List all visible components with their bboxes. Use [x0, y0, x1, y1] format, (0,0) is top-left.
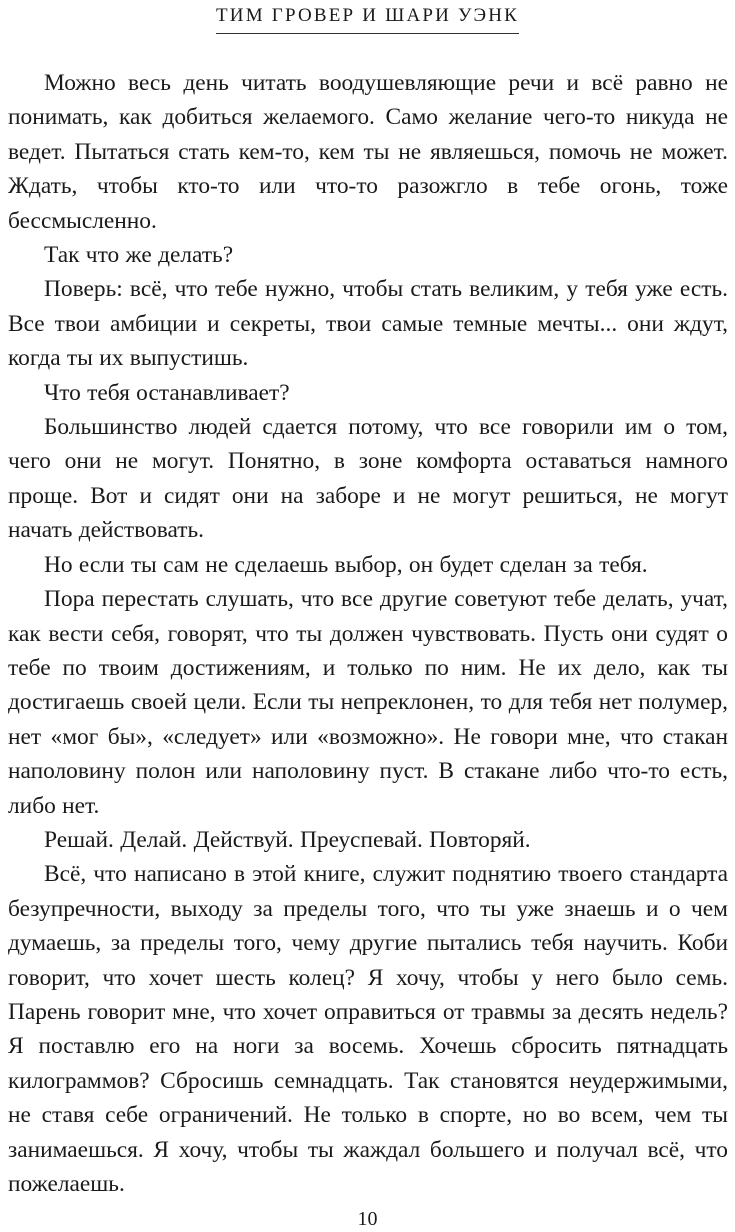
paragraph: Всё, что написано в этой книге, служит поднятию твоего стандарта безупречности, выходу за пределы того, что ты уже знаешь и о чем думаешь, за пределы того, чему другие пытались тебя научить. Коби говорит, что хочет шесть колец? Я хочу, чтобы у него было семь. Парень говорит мне, что хочет оправиться от травмы за десять недель? Я поставлю его на ноги за восемь. Хочешь сбросить пятнадцать килограммов? Сбросишь семнадцать. Так становятся неудержимыми, не ставя себе ограничений. Не только в спорте, но во всем, чем ты занимаешься. Я хочу, чтобы ты жаждал большего и получал всё, что пожелаешь.: [8, 861, 728, 1197]
running-title: ТИМ ГРОВЕР И ШАРИ УЭНК: [216, 0, 519, 34]
paragraph: Что тебя останавливает?: [44, 379, 290, 406]
paragraph: Большинство людей сдается потому, что все говорили им о том, чего они не могут. Понятно, в зоне комфорта оставаться намного проще. Вот и сидят они на заборе и не могут решиться, не могут начать действовать.: [8, 414, 728, 544]
paragraph: Решай. Делай. Действуй. Преуспевай. Повторяй.: [44, 826, 531, 853]
running-header: [0, 0, 735, 34]
page-body: [8, 66, 728, 1201]
paragraph: Можно весь день читать воодушевляющие речи и всё равно не понимать, как добиться желаемого. Само желание чего-то никуда не ведет. Пытаться стать кем-то, кем ты не являешься, помочь не может. Ждать, чтобы кто-то или что-то разожгло в тебе огонь, тоже бессмысленно.: [8, 70, 728, 234]
page-number: 10: [357, 1208, 378, 1230]
paragraph: Поверь: всё, что тебе нужно, чтобы стать великим, у тебя уже есть. Все твои амбиции и секреты, твои самые темные мечты... они ждут, когда ты их выпустишь.: [8, 276, 728, 372]
paragraph: Пора перестать слушать, что все другие советуют тебе делать, учат, как вести себя, говорят, что ты должен чувствовать. Пусть они судят о тебе по твоим достижениям, и только по ним. Не их дело, как ты достигаешь своей цели. Если ты непреклонен, то для тебя нет полумер, нет «мог бы», «следует» или «возможно». Не говори мне, что стакан наполовину полон или наполовину пуст. В стакане либо что-то есть, либо нет.: [8, 586, 728, 819]
paragraph: Но если ты сам не сделаешь выбор, он будет сделан за тебя.: [44, 551, 648, 578]
paragraph: Так что же делать?: [44, 242, 234, 269]
